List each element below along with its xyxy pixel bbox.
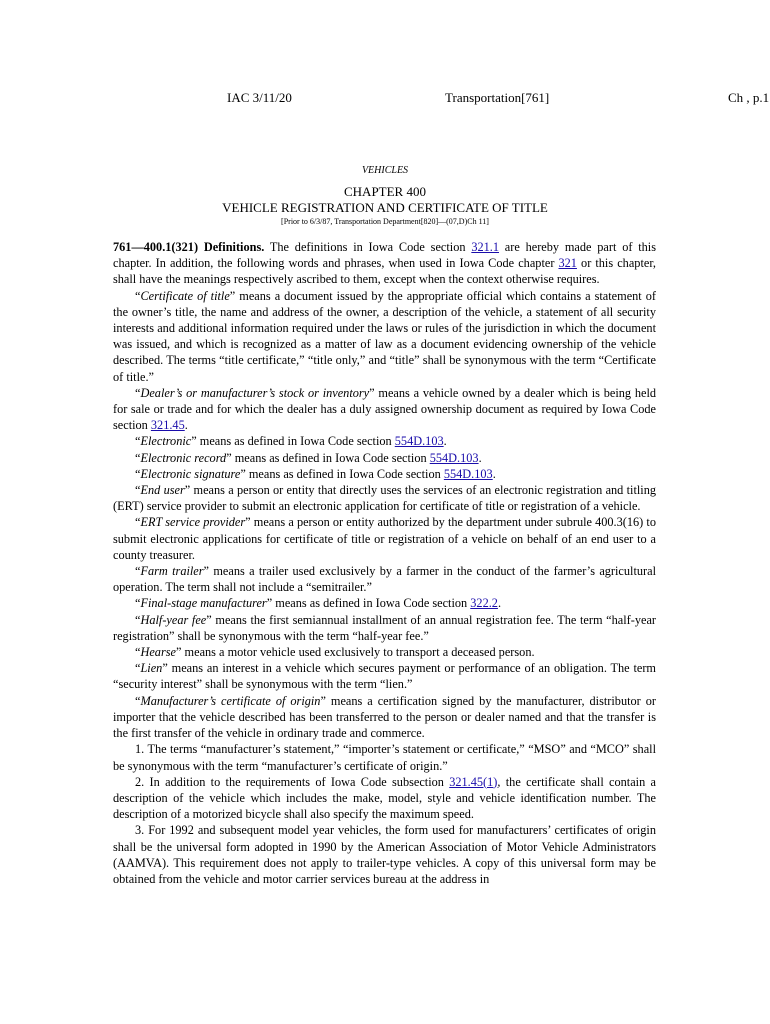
defined-term: End user (140, 483, 185, 498)
text-run: or this chapter, shall have the meanings respectively ascribed to them, except when the context otherwise requires. (113, 256, 656, 287)
definition-electronic-record: “Electronic record” means as defined in Iowa Code section 554D.103. (135, 450, 482, 465)
definition-electronic: “Electronic” means as defined in Iowa Code section 554D.103. (135, 434, 447, 449)
definition-text: means a certification signed by the manufacturer, distributor or importer that the vehicle described has been transferred to the person or dealer named and that the transfer is the first transfer of the vehicle in ordinary trade and commerce. (113, 693, 656, 741)
definition-certificate-of-title: “Certificate of title” means a document issued by the appropriate official which contains a statement of the owner’s title, the name and address of the owner, a description of the vehicle, a statement of all security interests and additional information required under the laws or rules of the jurisdiction in which the document was issued, and which is recognized as a matter of law as a document evidencing ownership of the vehicle described. The terms “title certificate,” “title only,” and “title” shall be synonymous with the term “Certificate of title.” (113, 288, 656, 384)
code-link-321-1[interactable]: 321.1 (471, 240, 499, 254)
defined-term: Half-year fee (140, 612, 207, 627)
definition-text: means a vehicle owned by a dealer which is being held for sale or trade and for which the dealer has a duly assigned ownership document as required by Iowa Code section (113, 385, 657, 433)
defined-term: Electronic record (140, 450, 227, 465)
definition-farm-trailer: “Farm trailer” means a trailer used exclusively by a farmer in the conduct of the farmer’s agricultural operation. The term shall not include a “semitrailer.” (113, 564, 656, 595)
code-link-321-45[interactable]: 321.45 (150, 418, 185, 433)
code-link-322-2[interactable]: 322.2 (470, 596, 498, 611)
defined-term: Farm trailer (140, 564, 204, 579)
definition-text: means the first semiannual installment of an annual registration fee. The term “half-year registration” shall be synonymous with the term “half-year fee.” (113, 612, 656, 643)
definition-electronic-signature: “Electronic signature” means as defined in Iowa Code section 554D.103. (135, 466, 496, 481)
chapter-history-note: [Prior to 6/3/87, Transportation Department[820]—(07,D)Ch 11] (281, 217, 489, 226)
definition-text: means as defined in Iowa Code section (272, 596, 471, 611)
text-run: . (184, 418, 188, 433)
definition-text: means as defined in Iowa Code section (231, 450, 430, 465)
chapter-title: VEHICLE REGISTRATION AND CERTIFICATE OF TITLE (222, 200, 548, 215)
definition-manufacturers-certificate-of-origin: “Manufacturer’s certificate of origin” means a certification signed by the manufacturer, distributor or importer that the vehicle described has been transferred to the person or dealer named and that the transfer is the first transfer of the vehicle in ordinary trade and commerce. (113, 693, 656, 741)
text-run: The definitions in Iowa Code section (264, 240, 472, 254)
definition-end-user: “End user” means a person or entity that directly uses the services of an electronic registration and titling (ERT) service provider to submit an electronic application for certificate of title or registration of a vehicle. (113, 483, 656, 514)
definition-text: means a person or entity authorized by the department under subrule 400.3(16) to submit electronic applications for certificate of title or registration of a vehicle on behalf of an end user to a county treasurer. (113, 515, 656, 562)
item-text: , the certificate shall contain a description of the vehicle which includes the make, model, style and vehicle identification number. The description of a motorized bicycle shall also specify the maximum speed. (113, 774, 656, 822)
code-link-554d-103[interactable]: 554D.103 (429, 450, 479, 465)
defined-term: Lien (140, 661, 163, 676)
item-number: 3. (135, 823, 145, 838)
definition-ert-service-provider: “ERT service provider” means a person or entity authorized by the department under subrule 400.3(16) to submit electronic applications for certificate of title or registration of a vehicle on behalf of an end user to a county treasurer. (113, 515, 656, 562)
defined-term: Certificate of title (140, 288, 230, 303)
definition-text: means an interest in a vehicle which secures payment or performance of an obligation. The term “security interest” shall be synonymous with the term “lien.” (113, 661, 656, 692)
item-number: 1. (135, 742, 145, 757)
numbered-item-1 (113, 741, 656, 773)
rule-body (113, 239, 656, 887)
section-intro (113, 239, 656, 288)
defined-term: Final-stage manufacturer (140, 596, 267, 611)
definition-lien: “Lien” means an interest in a vehicle which secures payment or performance of an obligation. The term “security interest” shall be synonymous with the term “lien.” (113, 661, 656, 692)
code-link-554d-103[interactable]: 554D.103 (443, 466, 493, 481)
text-run: . (478, 450, 482, 465)
chapter-number: CHAPTER 400 (344, 184, 426, 199)
defined-term: ERT service provider (140, 515, 246, 530)
text-run: . (443, 434, 447, 449)
definition-text: means a person or entity that directly uses the services of an electronic registration and titling (ERT) service provider to submit an electronic application for certificate of title or registration of a vehicle. (113, 483, 656, 514)
chapter-heading (0, 165, 770, 226)
code-link-554d-103[interactable]: 554D.103 (394, 434, 444, 449)
category-label: VEHICLES (361, 165, 409, 176)
text-run: . (492, 466, 496, 481)
definition-text: means as defined in Iowa Code section (245, 466, 444, 481)
item-text: In addition to the requirements of Iowa Code subsection (144, 774, 450, 789)
item-text: The terms “manufacturer’s statement,” “importer’s statement or certificate,” “MSO” and “MCO” shall be synonymous with the term “manufacturer’s certificate of origin.” (113, 742, 656, 773)
item-number: 2. (135, 774, 145, 789)
header-date: IAC 3/11/20 (227, 90, 292, 105)
item-text: For 1992 and subsequent model year vehicles, the form used for manufacturers’ certificates of origin shall be the universal form adopted in 1990 by the American Association of Motor Vehicle Administrators (AAMVA). This requirement does not apply to trailer-type vehicles. A copy of this universal form may be obtained from the vehicle and motor carrier services bureau at the address in (113, 823, 656, 886)
definition-text: means a trailer used exclusively by a farmer in the conduct of the farmer’s agricultural operation. The term shall not include a “semitrailer.” (113, 564, 656, 595)
code-link-321[interactable]: 321 (558, 256, 577, 271)
definition-half-year-fee: “Half-year fee” means the first semiannual installment of an annual registration fee. The term “half-year registration” shall be synonymous with the term “half-year fee.” (113, 612, 656, 643)
definition-text: means as defined in Iowa Code section (196, 434, 395, 449)
definition-text: means a motor vehicle used exclusively to transport a deceased person. (181, 645, 535, 660)
text-run: are hereby made part of this chapter. In addition, the following words and phrases, when used in Iowa Code chapter (113, 240, 657, 271)
definition-dealers-stock: “Dealer’s or manufacturer’s stock or inventory” means a vehicle owned by a dealer which is being held for sale or trade and for which the dealer has a duly assigned ownership document as required by Iowa Code section 321.45. (113, 385, 657, 433)
header-agency: Transportation[761] (445, 90, 550, 105)
numbered-item-2 (113, 774, 656, 823)
definition-hearse: “Hearse” means a motor vehicle used exclusively to transport a deceased person. (135, 645, 535, 660)
defined-term: Hearse (140, 645, 176, 660)
numbered-item-3 (113, 822, 656, 887)
section-number: 761—400.1(321) Definitions. (113, 240, 265, 254)
header-page: Ch , p.1 (728, 90, 770, 105)
definition-text: means a document issued by the appropriate official which contains a statement of the owner’s title, the name and address of the owner, a description of the vehicle, a statement of all security interests and additional information required under the laws or rules of the jurisdiction in which the document was issued, and which is recognized as a matter of law as a document evidencing ownership of the vehicle described. The terms “title certificate,” “title only,” and “title” shall be synonymous with the term “Certificate of title.” (113, 288, 656, 384)
text-run: . (497, 596, 502, 611)
defined-term: Dealer’s or manufacturer’s stock or inventory (140, 385, 370, 400)
definition-final-stage-manufacturer: “Final-stage manufacturer” means as defined in Iowa Code section 322.2. (135, 596, 502, 611)
defined-term: Manufacturer’s certificate of origin (140, 693, 321, 708)
defined-term: Electronic (140, 434, 192, 449)
code-link-321-45-1[interactable]: 321.45(1) (449, 774, 498, 789)
defined-term: Electronic signature (140, 466, 241, 481)
